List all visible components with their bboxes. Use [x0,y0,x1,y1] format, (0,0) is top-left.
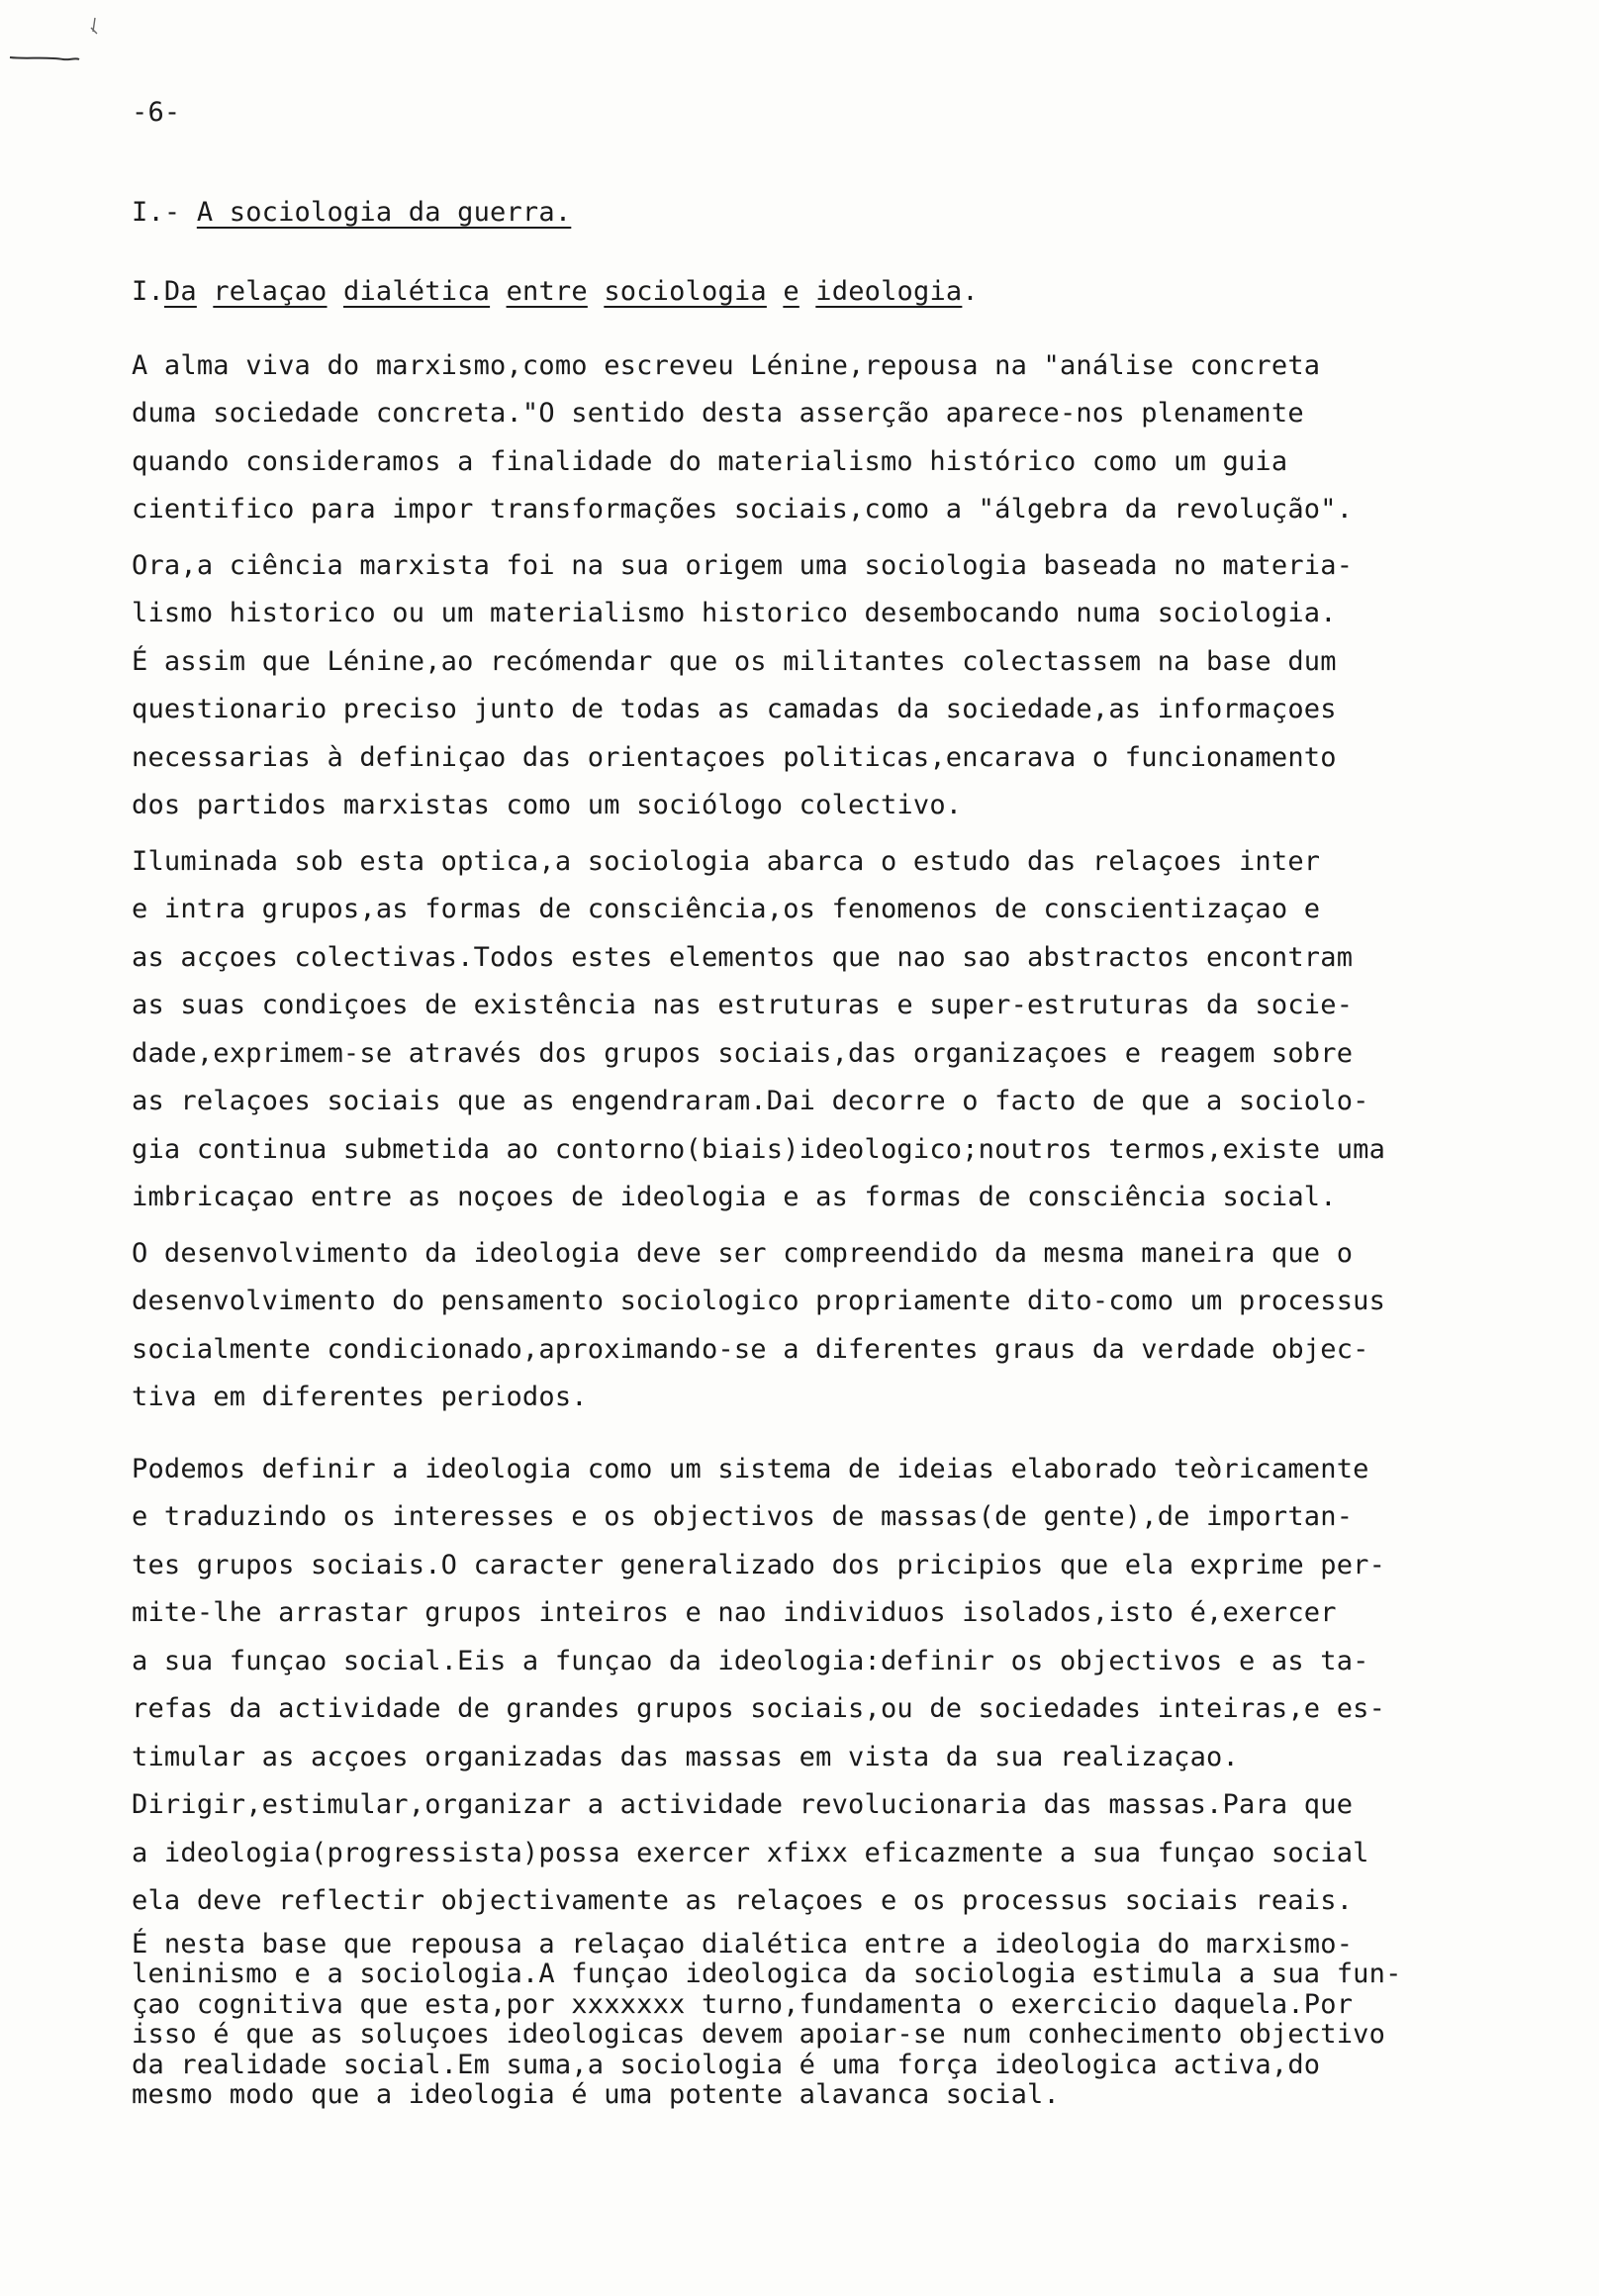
text-line: refas da actividade de grandes grupos sociais,ou de sociedades inteiras,e es- [132,1693,1386,1724]
text-line: tiva em diferentes periodos. [132,1382,588,1412]
text-line: O desenvolvimento da ideologia deve ser compreendido da mesma maneira que o [132,1237,1354,1269]
section-heading-title: A sociologia da guerra. [196,196,572,228]
page-number: -6- [132,97,181,128]
text-line: da realidade social.Em suma,a sociologia é uma força ideologica activa,do [132,2049,1321,2080]
text-line: duma sociedade concreta."O sentido desta asserção aparece-nos plenamente [132,398,1304,429]
section-heading: I.- A sociologia da guerra. [132,196,572,228]
text-line: mite-lhe arrastar grupos inteiros e nao individuos isolados,isto é,exercer [132,1597,1337,1628]
text-line: a sua funçao social.Eis a funçao da ideologia:definir os objectivos e as ta- [132,1645,1369,1676]
text-line: ela deve reflectir objectivamente as relaçoes e os processus sociais reais. [132,1885,1354,1916]
text-line: timular as acçoes organizadas das massas em vista da sua realizaçao. [132,1741,1239,1772]
text-line: desenvolvimento do pensamento sociologico propriamente dito-como um processus [132,1286,1386,1316]
text-line: questionario preciso junto de todas as camadas da sociedade,as informaçoes [132,694,1337,724]
text-line: Dirigir,estimular,organizar a actividade revolucionaria das massas.Para que [132,1789,1354,1820]
text-line: e traduzindo os interesses e os objectivos de massas(de gente),de importan- [132,1501,1354,1532]
text-line: e intra grupos,as formas de consciência,os fenomenos de conscientizaçao e [132,894,1321,924]
text-line: çao cognitiva que esta,por xxxxxxx turno,fundamenta o exercicio daquela.Por [132,1988,1354,2020]
text-line: É nesta base que repousa a relaçao dialética entre a ideologia do marxismo- [132,1928,1354,1960]
text-line: isso é que as soluçoes ideologicas devem apoiar-se num conhecimento objectivo [132,2019,1386,2050]
text-line: gia continua submetida ao contorno(biais)ideologico;noutros termos,existe uma [132,1133,1386,1165]
text-line: imbricaçao entre as noçoes de ideologia e as formas de consciência social. [132,1182,1337,1212]
paragraph [132,1230,1556,1422]
text-line: A alma viva do marxismo,como escreveu Lénine,repousa na "análise concreta [132,349,1321,381]
text-line: cientifico para impor transformações sociais,como a "álgebra da revolução". [132,494,1354,525]
text-line: tes grupos sociais.O caracter generalizado dos pricipios que ela exprime per- [132,1549,1386,1580]
text-line: mesmo modo que a ideologia é uma potente alavanca social. [132,2079,1060,2110]
sub-heading: I.Da relaçao dialética entre sociologia e ideologia. [132,276,979,307]
text-line: a ideologia(progressista)possa exercer xfixx eficazmente a sua funçao social [132,1837,1369,1868]
paragraph [132,1930,1556,2111]
text-line: Iluminada sob esta optica,a sociologia abarca o estudo das relaçoes inter [132,845,1321,877]
text-line: socialmente condicionado,aproximando-se a diferentes graus da verdade objec- [132,1333,1369,1365]
typewritten-page [132,89,1556,2119]
text-line: Ora,a ciência marxista foi na sua origem uma sociologia baseada no materia- [132,549,1354,581]
text-line: É assim que Lénine,ao recómendar que os militantes colectassem na base dum [132,645,1337,677]
text-line: dade,exprimem-se através dos grupos sociais,das organizaçoes e reagem sobre [132,1037,1354,1069]
handwritten-corner-mark [6,14,101,63]
text-line: necessarias à definiçao das orientaçoes politicas,encarava o funcionamento [132,741,1337,773]
text-line: quando consideramos a finalidade do materialismo histórico como um guia [132,445,1288,477]
text-line: Podemos definir a ideologia como um sistema de ideias elaborado teòricamente [132,1453,1369,1484]
text-line: as acçoes colectivas.Todos estes elementos que nao sao abstractos encontram [132,941,1354,973]
paragraph [132,542,1556,830]
paragraph [132,1446,1556,1926]
text-line: as suas condiçoes de existência nas estruturas e super-estruturas da socie- [132,990,1354,1020]
text-line: leninismo e a sociologia.A funçao ideologica da sociologia estimula a sua fun- [132,1959,1402,1989]
text-line: as relaçoes sociais que as engendraram.Dai decorre o facto de que a sociolo- [132,1086,1369,1116]
paragraph [132,342,1556,534]
paragraph [132,838,1556,1222]
text-line: lismo historico ou um materialismo historico desembocando numa sociologia. [132,598,1337,628]
text-line: dos partidos marxistas como um sociólogo colectivo. [132,790,963,820]
